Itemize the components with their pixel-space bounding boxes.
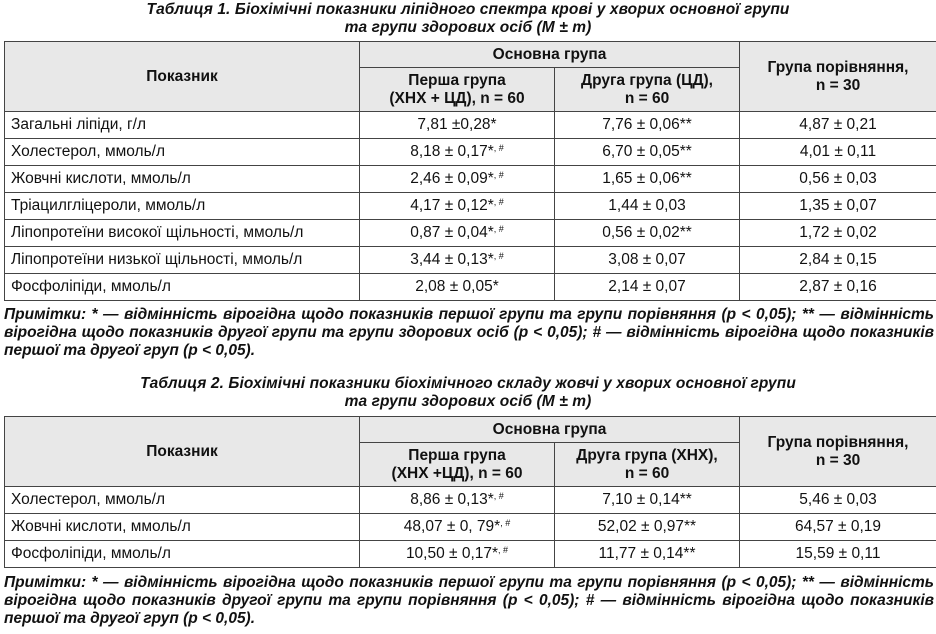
table-row xyxy=(5,112,936,139)
table1 xyxy=(4,41,936,301)
table1-row-group1-marker: , # xyxy=(493,224,504,234)
table1-notes xyxy=(4,306,934,360)
table1-row-group1-value: 7,81 ±0,28* xyxy=(417,116,497,133)
table1-row-comparison: 2,84 ± 0,15 xyxy=(740,247,936,274)
table2-row-name: Фосфоліпіди, ммоль/л xyxy=(5,541,360,568)
table2-row-name: Холестерол, ммоль/л xyxy=(5,487,360,514)
table2-row-group2: 52,02 ± 0,97** xyxy=(555,514,740,541)
table1-row-group2: 7,76 ± 0,06** xyxy=(555,112,740,139)
table1-row-group1 xyxy=(360,274,555,301)
table2-row-comparison: 15,59 ± 0,11 xyxy=(740,541,936,568)
table2-header-group2-line2: n = 60 xyxy=(624,464,670,482)
table-row xyxy=(5,541,936,568)
table1-row-group1-marker: , # xyxy=(493,197,504,207)
table1-row-name: Ліпопротеїни низької щільності, ммоль/л xyxy=(5,247,360,274)
table2-row-name: Жовчні кислоти, ммоль/л xyxy=(5,514,360,541)
table1-row-group1-marker: , # xyxy=(493,251,504,261)
table1-caption-line1: Таблиця 1. Біохімічні показники ліпідного спектра крові у хворих основної групи xyxy=(146,1,790,18)
table2-header-group1-line1: Перша група xyxy=(408,446,506,464)
table1-row-name: Фосфоліпіди, ммоль/л xyxy=(5,274,360,301)
table1-row-group2: 1,44 ± 0,03 xyxy=(555,193,740,220)
table2-row-group1 xyxy=(360,487,555,514)
table2-row-comparison: 5,46 ± 0,03 xyxy=(740,487,936,514)
table2-header-comparison-line1: Група порівняння, xyxy=(767,433,909,451)
table1-caption xyxy=(0,1,936,37)
table1-header-group2-line2: n = 60 xyxy=(624,89,670,107)
table1-row-group1-marker: , # xyxy=(493,170,504,180)
table1-header-group2 xyxy=(555,68,740,112)
table1-header-main-group: Основна група xyxy=(360,42,740,68)
table1-header-group1-line2: (ХНХ + ЦД), n = 60 xyxy=(389,89,525,107)
table2-row-group1-value: 8,86 ± 0,13* xyxy=(410,491,494,508)
table1-row-group1-value: 2,46 ± 0,09* xyxy=(410,170,494,187)
table2-row-group1 xyxy=(360,541,555,568)
table1-header-comparison-line1: Група порівняння, xyxy=(767,58,909,76)
table2-row-comparison: 64,57 ± 0,19 xyxy=(740,514,936,541)
table1-row-group1 xyxy=(360,112,555,139)
table2-header-group1 xyxy=(360,443,555,487)
table1-header-comparison xyxy=(740,42,936,112)
table2-row-group2: 7,10 ± 0,14** xyxy=(555,487,740,514)
table-row xyxy=(5,247,936,274)
table1-row-group2: 6,70 ± 0,05** xyxy=(555,139,740,166)
table1-row-comparison: 4,87 ± 0,21 xyxy=(740,112,936,139)
table-row xyxy=(5,220,936,247)
table1-row-group1-marker: , # xyxy=(493,143,504,153)
table1-row-group1 xyxy=(360,166,555,193)
table2-row-group1-value: 48,07 ± 0, 79* xyxy=(403,518,501,535)
table1-row-comparison: 0,56 ± 0,03 xyxy=(740,166,936,193)
table2-row-group1-marker: , # xyxy=(493,491,504,501)
table1-row-comparison: 2,87 ± 0,16 xyxy=(740,274,936,301)
table2-row-group2: 11,77 ± 0,14** xyxy=(555,541,740,568)
table2-header-group1-line2: (ХНХ +ЦД), n = 60 xyxy=(391,464,523,482)
table2-header-group2-line1: Друга група (ХНХ), xyxy=(576,446,718,464)
table2-notes-label: Примітки: xyxy=(4,574,87,591)
table1-row-group1-value: 8,18 ± 0,17* xyxy=(410,143,494,160)
table1-row-comparison: 1,35 ± 0,07 xyxy=(740,193,936,220)
table1-header-group1-line1: Перша група xyxy=(408,71,506,89)
table-row xyxy=(5,193,936,220)
table1-header-comparison-line2: n = 30 xyxy=(815,76,861,94)
table2-row-group1-marker: , # xyxy=(498,545,509,555)
table-row xyxy=(5,487,936,514)
table2-row-group1-value: 10,50 ± 0,17* xyxy=(405,545,499,562)
table1-row-group2: 0,56 ± 0,02** xyxy=(555,220,740,247)
table2-header-comparison-line2: n = 30 xyxy=(815,451,861,469)
table1-notes-text: * — відмінність вірогідна щодо показників першої групи та групи порівняння (р < 0,05); ** — відмінність вірогідна щодо показників другої групи та групи здорових осіб (р < 0,05); # — відмінність вірогідна щодо показників першої та другої груп (р < 0,05). xyxy=(4,306,934,359)
table-row xyxy=(5,514,936,541)
table1-row-group2: 2,14 ± 0,07 xyxy=(555,274,740,301)
table1-row-group1 xyxy=(360,139,555,166)
table-row xyxy=(5,166,936,193)
table2-header-group2 xyxy=(555,443,740,487)
table2-row-group1 xyxy=(360,514,555,541)
table2-notes xyxy=(4,574,934,628)
table1-row-group1-value: 4,17 ± 0,12* xyxy=(410,197,494,214)
table1-row-group1-value: 0,87 ± 0,04* xyxy=(410,224,494,241)
table1-header-group2-line1: Друга група (ЦД), xyxy=(581,71,713,89)
table1-row-name: Холестерол, ммоль/л xyxy=(5,139,360,166)
table1-row-comparison: 4,01 ± 0,11 xyxy=(740,139,936,166)
table2-caption-line1: Таблиця 2. Біохімічні показники біохімічного складу жовчі у хворих основної групи xyxy=(140,375,796,392)
table1-header-indicator: Показник xyxy=(5,42,360,112)
table2-caption xyxy=(0,375,936,411)
table1-header-group1 xyxy=(360,68,555,112)
table2-header-main-group: Основна група xyxy=(360,417,740,443)
table1-row-group2: 3,08 ± 0,07 xyxy=(555,247,740,274)
table1-row-name: Ліпопротеїни високої щільності, ммоль/л xyxy=(5,220,360,247)
table1-row-name: Жовчні кислоти, ммоль/л xyxy=(5,166,360,193)
table1-row-group1 xyxy=(360,220,555,247)
table1-row-group1 xyxy=(360,247,555,274)
table1-row-group1-value: 3,44 ± 0,13* xyxy=(410,251,494,268)
table1-caption-line2: та групи здорових осіб (M ± m) xyxy=(344,19,592,36)
table1-row-name: Загальні ліпіди, г/л xyxy=(5,112,360,139)
table1-row-name: Тріацилгліцероли, ммоль/л xyxy=(5,193,360,220)
table-row xyxy=(5,274,936,301)
table2-notes-text: * — відмінність вірогідна щодо показників першої групи та групи порівняння (р < 0,05); ** — відмінність вірогідна щодо показників другої групи та групи порівняння (р < 0,05); # — відмінність вірогідна щодо показників першої та другої груп (р < 0,05). xyxy=(4,574,934,627)
table2 xyxy=(4,416,936,568)
table1-row-group1-value: 2,08 ± 0,05* xyxy=(415,278,499,295)
table2-caption-line2: та групи здорових осіб (M ± m) xyxy=(344,393,592,410)
table2-header-comparison xyxy=(740,417,936,487)
table-row xyxy=(5,139,936,166)
table1-row-comparison: 1,72 ± 0,02 xyxy=(740,220,936,247)
table1-notes-label: Примітки: xyxy=(4,306,87,323)
table1-row-group1 xyxy=(360,193,555,220)
table2-header-indicator: Показник xyxy=(5,417,360,487)
table1-row-group2: 1,65 ± 0,06** xyxy=(555,166,740,193)
table2-row-group1-marker: , # xyxy=(500,518,511,528)
